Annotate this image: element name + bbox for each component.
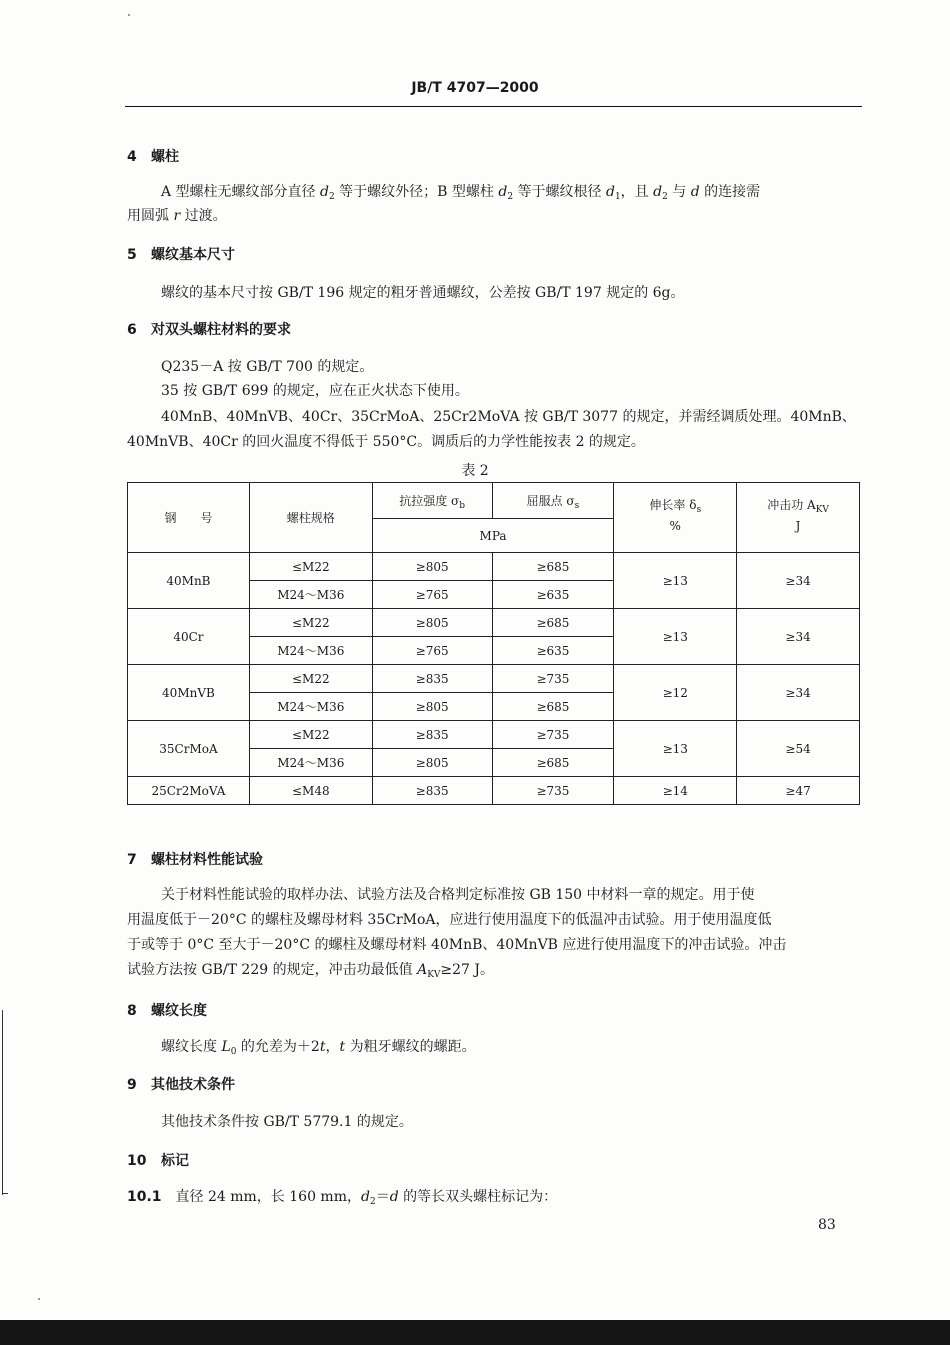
cell-steel-grade: 35CrMoA — [128, 721, 250, 777]
header-rule — [125, 106, 862, 107]
cell-impact: ≥34 — [737, 609, 860, 665]
section-number: 5 — [127, 247, 137, 263]
section-number: 7 — [127, 852, 137, 868]
cell-tensile: ≥765 — [372, 637, 492, 665]
section-title-text: 螺纹长度 — [151, 1003, 207, 1019]
cell-yield: ≥735 — [492, 665, 614, 693]
header-steel-grade: 钢 号 — [128, 483, 250, 553]
mechanical-properties-table — [127, 482, 860, 805]
section-title-text: 标记 — [161, 1153, 189, 1169]
section-number: 9 — [127, 1077, 137, 1093]
cell-impact: ≥34 — [737, 553, 860, 609]
cell-spec: ≤M48 — [249, 777, 372, 805]
document-code-header: JB/T 4707—2000 — [411, 80, 539, 96]
table-caption: 表 2 — [461, 463, 489, 479]
table-row — [128, 665, 860, 693]
cell-yield: ≥685 — [492, 609, 614, 637]
section-title-text: 螺纹基本尺寸 — [151, 247, 235, 263]
cell-elongation: ≥14 — [614, 777, 737, 805]
cell-tensile: ≥805 — [372, 749, 492, 777]
section-4-title — [127, 146, 179, 166]
cell-yield: ≥735 — [492, 777, 614, 805]
cell-steel-grade: 40MnVB — [128, 665, 250, 721]
scan-speck — [128, 14, 130, 16]
header-impact-energy: 冲击功 $A_{KV}$ J — [737, 483, 860, 553]
section-8-title — [127, 1000, 207, 1020]
cell-yield: ≥685 — [492, 693, 614, 721]
header-tensile-strength: 抗拉强度 $\sigma_b$ — [372, 483, 492, 519]
cell-yield: ≥735 — [492, 721, 614, 749]
cell-tensile: ≥835 — [372, 665, 492, 693]
cell-spec: M24～M36 — [249, 693, 372, 721]
cell-tensile: ≥835 — [372, 721, 492, 749]
cell-spec: ≤M22 — [249, 665, 372, 693]
cell-impact: ≥47 — [737, 777, 860, 805]
subsection-number: 10.1 — [127, 1189, 162, 1205]
cell-tensile: ≥805 — [372, 609, 492, 637]
section-7-line-1: 关于材料性能试验的取样办法、试验方法及合格判定标准按 GB 150 中材料一章的规定。用于使 — [161, 887, 755, 903]
section-title-text: 对双头螺柱材料的要求 — [151, 322, 291, 338]
binding-mark — [2, 1010, 3, 1195]
section-4-paragraph-line-1: A 型螺柱无螺纹部分直径 $d_2$ 等于螺纹外径；B 型螺柱 $d_2$ 等于螺纹根径 $d_1$，且 $d_2$ 与 d 的连接需 — [161, 184, 761, 202]
section-8-paragraph: 螺纹长度 $L_0$ 的允差为＋2t，t 为粗牙螺纹的螺距。 — [161, 1039, 476, 1057]
cell-spec: ≤M22 — [249, 721, 372, 749]
section-6-line-4: 40MnVB、40Cr 的回火温度不得低于 550°C。调质后的力学性能按表 2 的规定。 — [127, 434, 645, 450]
section-number: 4 — [127, 149, 137, 165]
cell-steel-grade: 40Cr — [128, 609, 250, 665]
cell-elongation: ≥13 — [614, 609, 737, 665]
cell-steel-grade: 25Cr2MoVA — [128, 777, 250, 805]
section-7-line-2: 用温度低于－20°C 的螺柱及螺母材料 35CrMoA，应进行使用温度下的低温冲击试验。用于使用温度低 — [127, 912, 772, 928]
cell-tensile: ≥765 — [372, 581, 492, 609]
section-title-text: 螺柱 — [151, 149, 179, 165]
section-4-paragraph-line-2: 用圆弧 r 过渡。 — [127, 208, 227, 224]
cell-spec: ≤M22 — [249, 609, 372, 637]
cell-spec: M24～M36 — [249, 637, 372, 665]
section-number: 8 — [127, 1003, 137, 1019]
table-row — [128, 721, 860, 749]
section-title-text: 其他技术条件 — [151, 1077, 235, 1093]
scan-bottom-edge — [0, 1320, 950, 1345]
header-elongation: 伸长率 $\delta_s$ % — [614, 483, 737, 553]
section-6-line-3: 40MnB、40MnVB、40Cr、35CrMoA、25Cr2MoVA 按 GB/T 3077 的规定，并需经调质处理。40MnB、 — [161, 409, 856, 425]
section-9-paragraph: 其他技术条件按 GB/T 5779.1 的规定。 — [161, 1114, 413, 1130]
binding-mark-tick — [2, 1193, 8, 1194]
scan-speck — [38, 1298, 40, 1300]
table-row — [128, 777, 860, 805]
section-6-line-1: Q235－A 按 GB/T 700 的规定。 — [161, 359, 374, 375]
section-10-title — [127, 1150, 189, 1170]
section-number: 10 — [127, 1153, 147, 1169]
section-5-title — [127, 244, 235, 264]
section-7-title — [127, 849, 263, 869]
table-row — [128, 609, 860, 637]
cell-spec: M24～M36 — [249, 581, 372, 609]
page-number: 83 — [818, 1217, 836, 1233]
cell-tensile: ≥805 — [372, 553, 492, 581]
cell-steel-grade: 40MnB — [128, 553, 250, 609]
cell-yield: ≥685 — [492, 749, 614, 777]
cell-tensile: ≥835 — [372, 777, 492, 805]
cell-yield: ≥685 — [492, 553, 614, 581]
cell-impact: ≥34 — [737, 665, 860, 721]
cell-tensile: ≥805 — [372, 693, 492, 721]
section-9-title — [127, 1074, 235, 1094]
section-number: 6 — [127, 322, 137, 338]
cell-yield: ≥635 — [492, 581, 614, 609]
cell-elongation: ≥13 — [614, 721, 737, 777]
section-7-line-4: 试验方法按 GB/T 229 的规定，冲击功最低值 $A_{KV}\ge 27$ J。 — [127, 962, 495, 980]
section-6-line-2: 35 按 GB/T 699 的规定，应在正火状态下使用。 — [161, 383, 469, 399]
cell-impact: ≥54 — [737, 721, 860, 777]
cell-spec: M24～M36 — [249, 749, 372, 777]
header-yield-point: 屈服点 $\sigma_s$ — [492, 483, 614, 519]
cell-elongation: ≥12 — [614, 665, 737, 721]
section-10-1-paragraph: 10.1 直径 24 mm，长 160 mm，$d_2=d$ 的等长双头螺柱标记为： — [127, 1189, 558, 1207]
table-header-row — [128, 483, 860, 519]
section-6-title — [127, 319, 291, 339]
cell-elongation: ≥13 — [614, 553, 737, 609]
section-7-line-3: 于或等于 0°C 至大于－20°C 的螺柱及螺母材料 40MnB、40MnVB 应进行使用温度下的冲击试验。冲击 — [127, 937, 787, 953]
section-title-text: 螺柱材料性能试验 — [151, 852, 263, 868]
section-5-paragraph: 螺纹的基本尺寸按 GB/T 196 规定的粗牙普通螺纹，公差按 GB/T 197 规定的 6g。 — [161, 285, 685, 301]
table-row — [128, 553, 860, 581]
header-stud-spec: 螺柱规格 — [249, 483, 372, 553]
cell-yield: ≥635 — [492, 637, 614, 665]
header-unit-mpa: MPa — [372, 519, 614, 553]
cell-spec: ≤M22 — [249, 553, 372, 581]
